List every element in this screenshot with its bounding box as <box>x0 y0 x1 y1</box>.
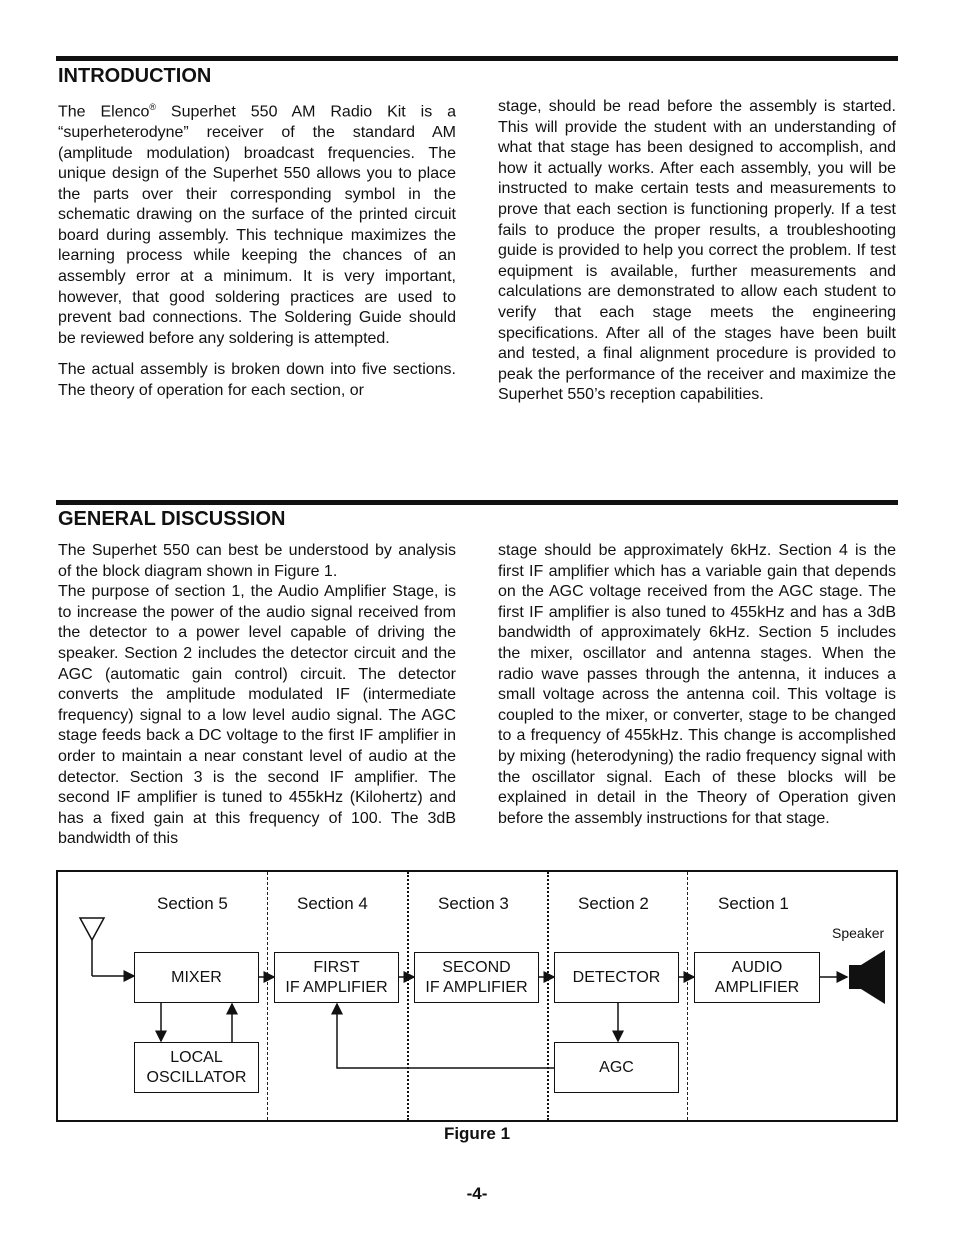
speaker-label: Speaker <box>832 925 885 941</box>
introduction-heading: INTRODUCTION <box>58 65 212 87</box>
general-paragraph-2: The purpose of section 1, the Audio Amplifier Stage, is to increase the power of the audio signal received from the detector to a power level capable of driving the speaker. Section 2 includes the detector circuit and the AGC (automatic gain control) circuit. The detector converts the amplitude modulated IF (intermediate frequency) signal to a low level audio signal. The AGC stage feeds back a DC voltage to the first IF amplifier in order to maintain a near constant level of audio at the detector. Section 3 is the second IF amplifier. The second IF amplifier is tuned to 455kHz (Kilohertz) and has a fixed gain at this frequency of 100. The 3dB bandwidth of this <box>58 583 456 848</box>
general-top-rule <box>56 500 898 505</box>
mixer-block <box>134 952 259 1003</box>
registered-mark: ® <box>149 102 157 112</box>
agc-label: AGC <box>599 1058 634 1076</box>
general-discussion-heading: GENERAL DISCUSSION <box>58 508 286 530</box>
agc-block <box>554 1042 679 1093</box>
intro-paragraph-3: stage, should be read before the assembly is started. This will provide the student with an understanding of what that stage has been designed to accomplish, and how it actually works. After each assembly, you will be instructed to make certain tests and measurements to prove that each section is functioning properly. If a test fails to produce the proper results, a troubleshooting guide is provided to help you correct the problem. If test equipment is available, further measurements and calculations are demonstrated to allow each student to verify that each stage meets the engineering specifications. After all of the stages have been built and tested, a final alignment procedure is provided to peak the performance of the receiver and maximize the Superhet 550’s reception capabilities. <box>498 98 896 404</box>
second-if-label-line2: IF AMPLIFIER <box>425 978 528 996</box>
antenna-icon <box>80 918 134 976</box>
intro-p1-start: The Elenco <box>58 103 150 121</box>
intro-p1-rest: Superhet 550 AM Radio Kit is a “superheterodyne” receiver of the standard AM (amplitude modulation) broadcast frequencies. The unique design of the Superhet 550 allows you to place the parts over their corresponding symbol in the schematic drawing on the surface of the printed circuit board during assembly. This technique maximizes the learning process while keeping the chances of an assembly error at a minimum. It is very important, however, that good soldering practices are used to prevent bad connections. The Soldering Guide should be reviewed before any soldering is attempted. <box>58 103 456 347</box>
page-number: -4- <box>466 1184 488 1203</box>
section-3-label: Section 3 <box>438 894 509 913</box>
second-if-label-line1: SECOND <box>442 958 511 976</box>
intro-paragraph-2: The actual assembly is broken down into five sections. The theory of operation for each section, or <box>58 361 456 400</box>
local-osc-label-line2: OSCILLATOR <box>146 1068 247 1086</box>
detector-block <box>554 952 679 1003</box>
section-5-label: Section 5 <box>157 894 228 913</box>
audio-amp-label-line2: AMPLIFIER <box>714 978 800 996</box>
intro-column-left <box>58 97 456 402</box>
speaker-icon <box>849 950 885 1004</box>
local-osc-label-line1: LOCAL <box>170 1048 223 1066</box>
intro-paragraph-1 <box>58 97 456 349</box>
general-paragraph-3: stage should be approximately 6kHz. Section 4 is the first IF amplifier which has a variable gain that depends on the AGC voltage received from the AGC stage. The first IF amplifier is also tuned to 455kHz and has a 3dB bandwidth of approximately 6kHz. Section 5 includes the mixer, oscillator and antenna stages. When the radio wave passes through the antenna, it induces a small voltage across the antenna coil. This voltage is coupled to the mixer, or converter, stage to be changed to a frequency of 455kHz. This change is accomplished by mixing (heterodyning) the radio frequency signal with the oscillator signal. Each of these blocks will be explained in detail in the Theory of Operation given before the assembly instructions for that stage. <box>498 542 896 827</box>
section-1-label: Section 1 <box>718 894 789 913</box>
audio-amp-label-line1: AUDIO <box>731 958 783 976</box>
audio-amplifier-block <box>694 952 820 1003</box>
second-if-amplifier-block <box>414 952 539 1003</box>
mixer-label: MIXER <box>171 968 222 986</box>
agc-feedback-line <box>337 1004 554 1068</box>
section-4-label: Section 4 <box>297 894 368 913</box>
intro-top-rule <box>56 56 898 61</box>
general-column-left <box>58 541 456 850</box>
intro-column-right <box>498 97 896 406</box>
detector-label: DETECTOR <box>572 968 661 986</box>
section-2-label: Section 2 <box>578 894 649 913</box>
general-column-right <box>498 541 896 829</box>
local-oscillator-block <box>134 1042 259 1093</box>
block-diagram <box>56 870 898 1122</box>
first-if-label-line1: FIRST <box>313 958 360 976</box>
figure-caption: Figure 1 <box>443 1124 511 1143</box>
first-if-amplifier-block <box>274 952 399 1003</box>
general-paragraph-1: The Superhet 550 can best be understood by analysis of the block diagram shown in Figure 1. <box>58 542 456 580</box>
first-if-label-line2: IF AMPLIFIER <box>285 978 388 996</box>
